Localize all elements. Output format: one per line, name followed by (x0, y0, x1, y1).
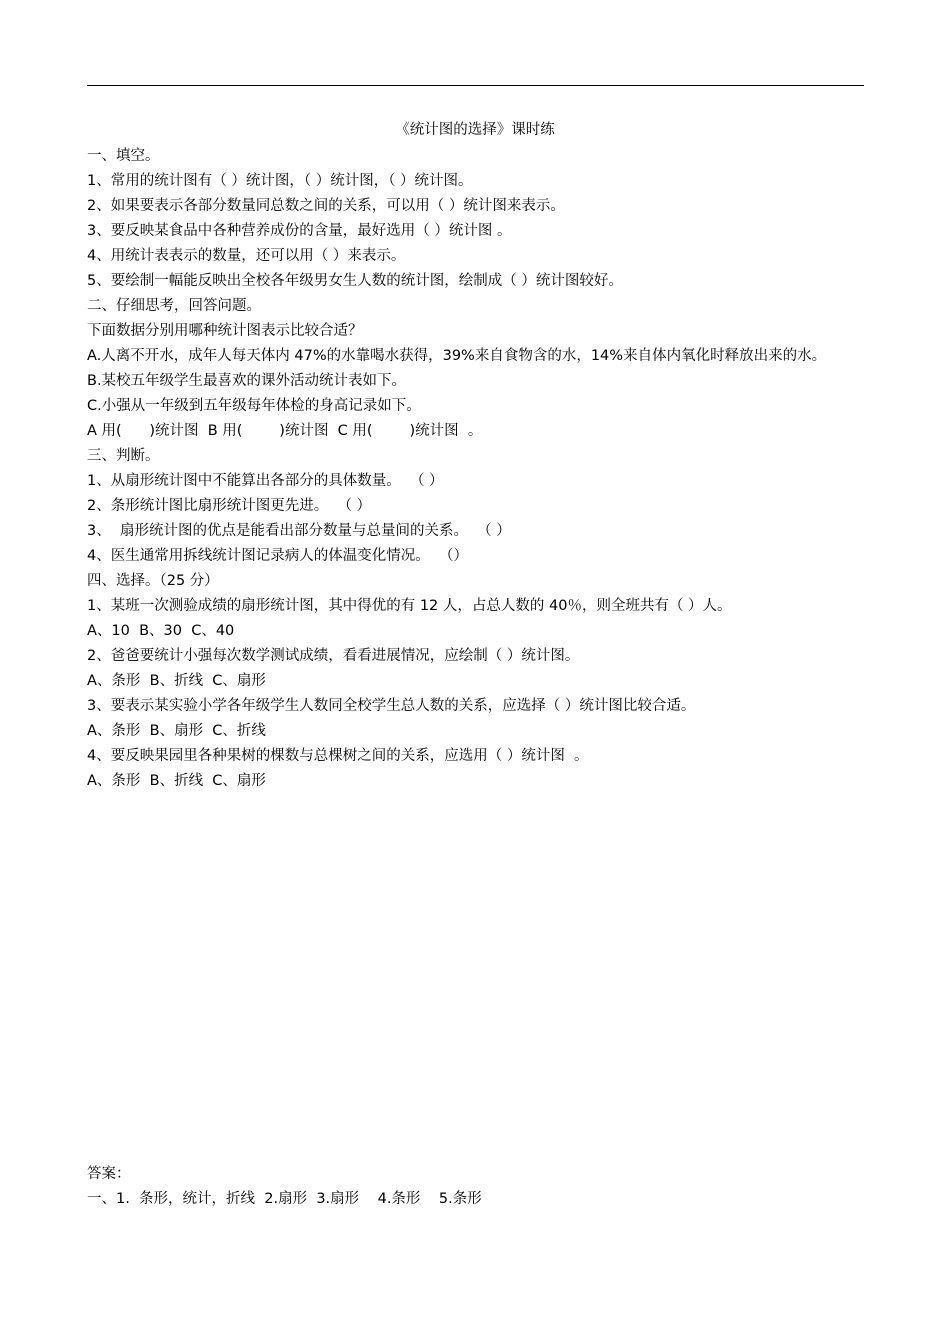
exercise-body (87, 144, 865, 794)
answer-key (87, 1162, 865, 1212)
question-line: 2、爸爸要统计小强每次数学测试成绩，看看进展情况，应绘制（ ）统计图。 (87, 648, 580, 664)
section-heading-judge: 三、判断。 (87, 448, 160, 464)
header-rule (87, 85, 864, 86)
question-line: 3、要表示某实验小学各年级学生人数同全校学生总人数的关系，应选择（ ）统计图比较合适。 (87, 698, 696, 714)
question-line: 2、条形统计图比扇形统计图更先进。 （ ） (87, 498, 372, 514)
option-line: A、条形 B、折线 C、扇形 (87, 773, 266, 789)
question-line: A 用( )统计图 B 用( )统计图 C 用( )统计图 。 (87, 423, 483, 439)
section-heading-choice: 四、选择。（25 分） (87, 573, 219, 589)
question-line: 4、用统计表表示的数量，还可以用（ ）来表示。 (87, 248, 406, 264)
option-line: A、10 B、30 C、40 (87, 623, 235, 639)
question-line: 1、常用的统计图有（ ）统计图，（ ）统计图，（ ）统计图。 (87, 173, 473, 189)
question-line: 4、医生通常用拆线统计图记录病人的体温变化情况。 （） (87, 548, 468, 564)
answer-label: 答案： (87, 1166, 131, 1182)
option-line: A、条形 B、扇形 C、折线 (87, 723, 266, 739)
document-title: 《统计图的选择》课时练 (395, 122, 555, 138)
question-line: 5、要绘制一幅能反映出全校各年级男女生人数的统计图，绘制成（ ）统计图较好。 (87, 273, 623, 289)
question-line: 4、要反映果园里各种果树的棵数与总棵树之间的关系，应选用（ ）统计图 。 (87, 748, 589, 764)
question-line: C.小强从一年级到五年级每年体检的身高记录如下。 (87, 398, 421, 414)
option-line: A、条形 B、折线 C、扇形 (87, 673, 266, 689)
section-heading-fill-blank: 一、填空。 (87, 148, 160, 164)
question-line: 下面数据分别用哪种统计图表示比较合适？ (87, 323, 363, 339)
question-line: B.某校五年级学生最喜欢的课外活动统计表如下。 (87, 373, 407, 389)
section-heading-answer: 二、仔细思考，回答问题。 (87, 298, 261, 314)
question-line: 2、如果要表示各部分数量同总数之间的关系，可以用（ ）统计图来表示。 (87, 198, 565, 214)
question-line: 3、 扇形统计图的优点是能看出部分数量与总量间的关系。 （ ） (87, 523, 511, 539)
question-line: A.人离不开水，成年人每天体内 47%的水靠喝水获得，39%来自食物含的水，14%来自体内氧化时释放出来的水。 (87, 348, 827, 364)
answer-line: 一、1. 条形，统计，折线 2.扇形 3.扇形 4.条形 5.条形 (87, 1191, 482, 1207)
question-line: 1、某班一次测验成绩的扇形统计图，其中得优的有 12 人，占总人数的 40％，则全班共有（ ）人。 (87, 598, 732, 614)
question-line: 3、要反映某食品中各种营养成份的含量，最好选用（ ）统计图 。 (87, 223, 512, 239)
question-line: 1、从扇形统计图中不能算出各部分的具体数量。 （ ） (87, 473, 444, 489)
